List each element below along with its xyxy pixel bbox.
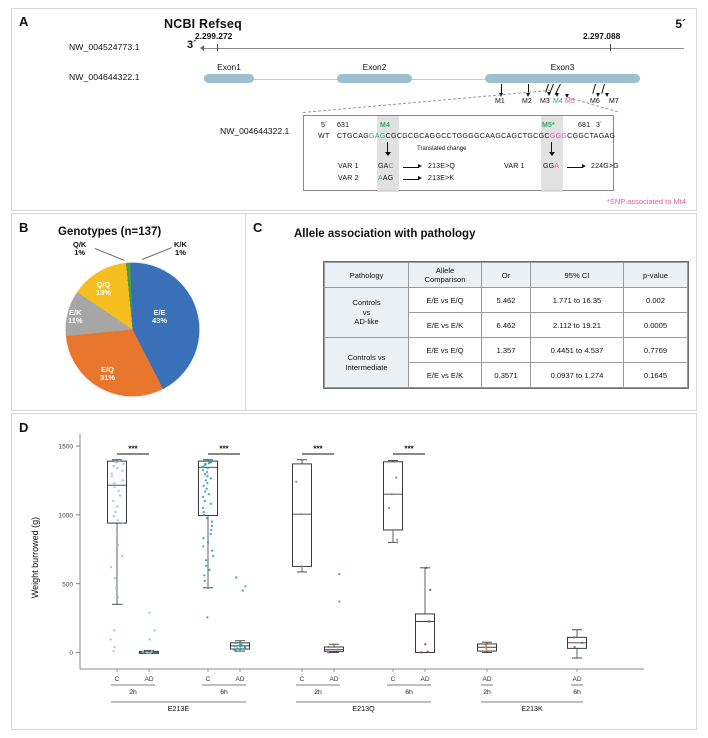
marker-m3-label: M3 (540, 98, 550, 105)
panel-c (245, 213, 697, 411)
cell-pvalue: 0.0005 (624, 313, 688, 338)
group1-line3: AD-like (354, 317, 379, 327)
cell-pvalue: 0.7769 (624, 338, 688, 363)
svg-text:C: C (205, 676, 211, 683)
boxplot-E213Q-6h-C (384, 460, 403, 543)
pie-label-qq-name: Q/Q (96, 280, 111, 289)
pie-label-eq-pct: 31% (100, 373, 116, 383)
cell-or: 0.3571 (482, 363, 531, 388)
left-var1-codon-mut: C (388, 163, 394, 170)
svg-text:2h: 2h (129, 689, 137, 696)
seq-part-1: CTGCAG (337, 133, 370, 140)
seq-part-3: CGGCTAGAG (567, 133, 616, 140)
svg-text:1500: 1500 (58, 443, 73, 451)
left-var2-codon (378, 175, 393, 182)
exon-3-label: Exon3 (550, 62, 575, 72)
boxplot-E213K-6h-AD (568, 630, 587, 658)
panel-a-label: A (19, 14, 29, 29)
svg-text:6h: 6h (573, 689, 581, 696)
marker-m6-label: M6 (590, 98, 600, 105)
svg-text:E213Q: E213Q (352, 704, 375, 713)
group2-line2: Intermediate (345, 362, 388, 372)
marker-m7-arrowhead-icon (605, 93, 609, 97)
right-var1-change: 224G>G (591, 163, 619, 170)
marker-m6-arrowhead-icon (596, 93, 600, 97)
pie-label-kk (174, 241, 187, 258)
seq-five-prime: 5´ (321, 122, 328, 129)
cell-comparison: E/E vs E/Q (409, 288, 482, 313)
panel-a-title: NCBI Refseq (164, 17, 242, 31)
pie-label-ek (68, 309, 83, 326)
panel-a (11, 8, 697, 211)
svg-text:AD: AD (482, 676, 492, 683)
left-var2-change: 213E>K (428, 175, 455, 182)
th-comparison-line1: Allele (435, 266, 455, 275)
right-var1-codon-mut: A (554, 163, 560, 170)
table-row (325, 288, 688, 313)
svg-text:1000: 1000 (58, 512, 73, 520)
wt-label: WT (318, 133, 330, 140)
left-var1-arrow-line (403, 167, 419, 168)
sequence-box-accession: NW_004644322.1 (220, 126, 290, 136)
exon-2-label: Exon2 (362, 62, 387, 72)
left-var2-arrow-icon (418, 176, 422, 180)
boxplot-E213K-2h-AD (478, 642, 497, 652)
boxplot-E213Q-2h-AD (325, 573, 344, 654)
table-header (325, 263, 688, 288)
genomic-axis-line (204, 48, 684, 49)
pie-label-qk (73, 241, 86, 258)
cell-ci: 0.4451 to 4.537 (531, 338, 624, 363)
cell-ci: 0.0937 to 1.274 (531, 363, 624, 388)
panel-b (11, 213, 245, 411)
five-prime-label-right: 5´ (675, 17, 686, 31)
exon-2-shape (337, 74, 412, 83)
panel-d-label: D (19, 420, 29, 435)
cell-pathology-group-2 (325, 338, 409, 388)
m4-down-arrow-icon (385, 152, 391, 156)
svg-text:AD: AD (235, 676, 245, 683)
cell-pvalue: 0.002 (624, 288, 688, 313)
cell-ci: 2.112 to 19.21 (531, 313, 624, 338)
pie-label-qk-name: Q/K (73, 240, 87, 249)
pie-label-ek-pct: 11% (68, 316, 83, 326)
table-body (325, 288, 688, 388)
boxplot-E213E-6h-C (199, 459, 218, 619)
svg-text:AD: AD (144, 676, 154, 683)
right-var1-arrow-icon (582, 164, 586, 168)
cell-or: 6.462 (482, 313, 531, 338)
group1-line1: Controls (352, 298, 381, 308)
translated-change-label: Translated change (417, 146, 467, 152)
zoom-connector-left (303, 90, 551, 113)
pie-label-qk-pct: 1% (74, 248, 86, 258)
seq-m4-label: M4 (380, 122, 391, 129)
marker-m4-label: M4 (553, 98, 563, 105)
group2-line1: Controls vs (347, 353, 386, 363)
svg-text:AD: AD (572, 676, 582, 683)
accession-bottom: NW_004644322.1 (69, 72, 140, 82)
left-var1-change: 213E>Q (428, 163, 456, 170)
left-var1-codon (378, 163, 394, 170)
th-comparison-line2: Comparison (424, 275, 466, 284)
exon-1-shape (204, 74, 254, 83)
group1-line2: vs (362, 307, 371, 317)
seq-three-prime: 3´ (596, 122, 603, 129)
cell-comparison: E/E vs E/K (409, 363, 482, 388)
svg-text:2h: 2h (483, 689, 491, 696)
wt-sequence (337, 133, 615, 140)
marker-m1-label: M1 (495, 98, 505, 105)
burrowing-boxplot-svg (12, 414, 698, 731)
boxplot-E213Q-6h-AD (416, 567, 435, 654)
table-row (325, 338, 688, 363)
panel-d (11, 413, 697, 730)
pie-label-eq (100, 366, 115, 383)
sequence-detail-box (303, 115, 619, 191)
marker-m2-arrowhead-icon (526, 93, 530, 97)
three-prime-label-left: 3´ (187, 39, 197, 51)
pie-label-qq-pct: 13% (96, 288, 112, 298)
right-var1-name: VAR 1 (504, 163, 525, 170)
boxplot-E213Q-2h-C (293, 460, 312, 572)
marker-m2-label: M2 (522, 98, 532, 105)
svg-text:AD: AD (329, 676, 339, 683)
pie-label-qq (96, 281, 111, 298)
pie-label-ee (152, 309, 167, 326)
accession-top: NW_004524773.1 (69, 42, 140, 52)
cell-comparison: E/E vs E/K (409, 313, 482, 338)
pie-label-ek-name: E/K (69, 308, 82, 317)
marker-m5-label: M5 (565, 98, 575, 105)
exon-3-shape (485, 74, 640, 83)
svg-text:AD: AD (420, 676, 430, 683)
svg-text:***: *** (313, 444, 323, 454)
seq-m5-codon: GGG (549, 133, 568, 140)
marker-m7-label: M7 (609, 98, 619, 105)
svg-text:E213K: E213K (521, 704, 543, 713)
svg-text:500: 500 (62, 581, 73, 589)
boxplot-E213E-2h-AD (140, 611, 159, 653)
svg-text:E213E: E213E (167, 704, 190, 713)
cell-pvalue: 0.1645 (624, 363, 688, 388)
seq-pos-end: 681 (578, 122, 591, 129)
table-header-row (325, 263, 688, 288)
boxplot-E213E-2h-C (108, 460, 127, 652)
cell-ci: 1.771 to 16.35 (531, 288, 624, 313)
pie-label-ee-pct: 43% (152, 316, 168, 326)
panel-c-label: C (253, 220, 263, 235)
pie-label-ee-name: E/E (153, 308, 166, 317)
svg-text:6h: 6h (220, 689, 228, 696)
svg-text:***: *** (128, 444, 138, 454)
seq-m5-label: M5* (542, 122, 555, 129)
svg-text:***: *** (404, 444, 414, 454)
svg-text:6h: 6h (405, 689, 413, 696)
m5-down-arrow-icon (549, 152, 555, 156)
allele-association-table (324, 262, 688, 388)
seq-m4-codon: GAG (369, 133, 386, 140)
allele-association-table-wrap (323, 261, 689, 389)
th-comparison (409, 263, 482, 288)
cell-pathology-group-1 (325, 288, 409, 338)
left-var1-name: VAR 1 (338, 163, 359, 170)
right-var1-arrow-line (567, 167, 583, 168)
right-var1-codon (543, 163, 559, 170)
left-var1-codon-pre: GA (378, 163, 389, 170)
svg-text:C: C (114, 676, 120, 683)
th-pvalue: p-value (624, 263, 688, 288)
left-var2-codon-post: AG (382, 175, 394, 182)
coord-left: 2.299.272 (195, 31, 233, 41)
seq-pos-start: 631 (337, 122, 350, 129)
genotype-pie-chart (65, 262, 200, 397)
svg-text:Weight burrowed (g): Weight burrowed (g) (30, 516, 40, 599)
cell-or: 5.462 (482, 288, 531, 313)
svg-text:0: 0 (69, 650, 73, 658)
left-var2-codon-mut: A (378, 175, 383, 182)
svg-text:C: C (299, 676, 305, 683)
panel-b-title: Genotypes (n=137) (58, 226, 162, 238)
axis-tick-right (610, 44, 611, 51)
boxplot-E213E-6h-AD (231, 576, 250, 652)
pie-label-eq-name: E/Q (101, 365, 114, 374)
svg-text:2h: 2h (314, 689, 322, 696)
coord-right: 2.297.088 (583, 31, 621, 41)
pie-label-kk-name: K/K (174, 240, 187, 249)
axis-tick-left (217, 44, 218, 51)
pie-label-kk-pct: 1% (175, 248, 186, 258)
pie-leader-qk (95, 248, 125, 261)
left-var2-arrow-line (403, 179, 419, 180)
right-var1-codon-pre: GG (543, 163, 555, 170)
th-or: Or (482, 263, 531, 288)
left-var1-arrow-icon (418, 164, 422, 168)
panel-b-label: B (19, 220, 29, 235)
th-pathology: Pathology (325, 263, 409, 288)
cell-or: 1.357 (482, 338, 531, 363)
svg-text:C: C (390, 676, 396, 683)
exon-1-label: Exon1 (217, 62, 241, 72)
th-ci: 95% CI (531, 263, 624, 288)
pie-leader-kk (142, 247, 172, 260)
cell-comparison: E/E vs E/Q (409, 338, 482, 363)
seq-part-2: CGCGCGCAGGCCTGGGGCAAGCAGCTGCGC (385, 133, 550, 140)
panel-c-title: Allele association with pathology (294, 228, 476, 240)
left-var2-name: VAR 2 (338, 175, 359, 182)
snp-note: *SNP associated to Mt4 (606, 197, 686, 206)
svg-text:***: *** (219, 444, 229, 454)
